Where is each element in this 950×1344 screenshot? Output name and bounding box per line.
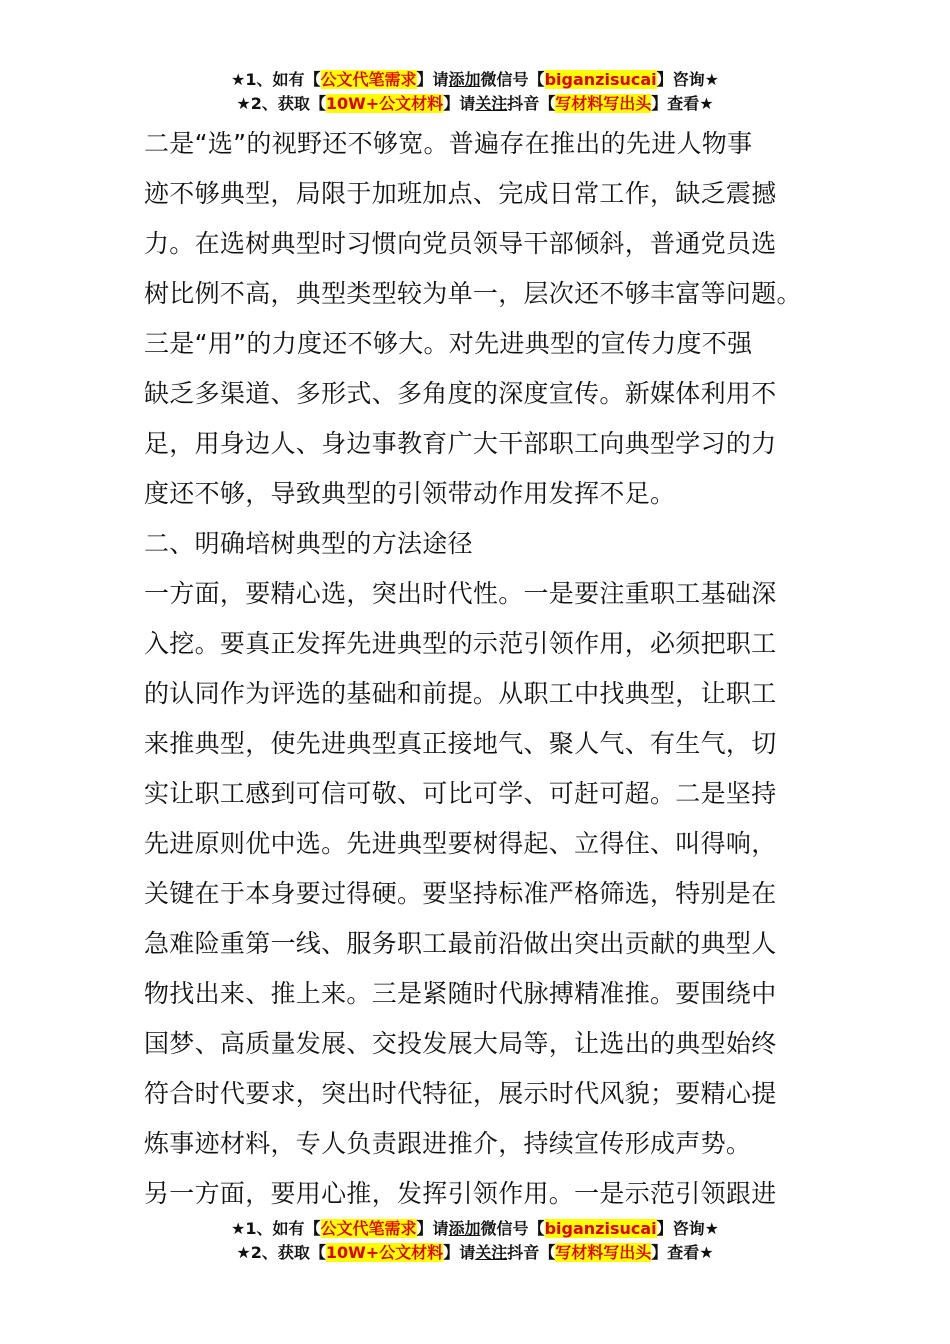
body-line: 入挖。要真正发挥先进典型的示范引领作用，必须把职工 bbox=[144, 629, 777, 658]
banner-text: ★2、获取【 bbox=[236, 1243, 326, 1262]
banner-text: 】请 bbox=[443, 1243, 476, 1262]
body-line: 一方面，要精心选，突出时代性。一是要注重职工基础深 bbox=[144, 579, 777, 608]
section-heading: 二、明确培树典型的方法途径 bbox=[144, 529, 473, 558]
banner-text: 】查看★ bbox=[651, 1243, 714, 1262]
banner-text: 】请 bbox=[416, 70, 449, 89]
body-line: 二是“选”的视野还不够宽。普遍存在推出的先进人物事 bbox=[144, 129, 753, 158]
banner-text: 抖音【 bbox=[507, 1243, 556, 1262]
banner-underline: 关注 bbox=[475, 1243, 508, 1262]
body-line: 来推典型，使先进典型真正接地气、聚人气、有生气，切 bbox=[144, 729, 777, 758]
body-line: 度还不够，导致典型的引领带动作用发挥不足。 bbox=[144, 479, 676, 508]
banner-underline: 关注 bbox=[475, 94, 508, 113]
banner-underline: 添加 bbox=[448, 70, 481, 89]
body-line: 国梦、高质量发展、交投发展大局等，让选出的典型始终 bbox=[144, 1029, 777, 1058]
banner-text: 】请 bbox=[416, 1219, 449, 1238]
banner-highlight: 公文代笔需求 bbox=[320, 1219, 417, 1238]
body-line: 三是“用”的力度还不够大。对先进典型的宣传力度不强 bbox=[144, 329, 753, 358]
banner-highlight: biganzisucai bbox=[544, 70, 657, 89]
banner-text: 微信号【 bbox=[480, 1219, 545, 1238]
body-line: 另一方面，要用心推，发挥引领作用。一是示范引领跟进 bbox=[144, 1179, 777, 1208]
banner-highlight: 10W+公文材料 bbox=[325, 94, 444, 113]
banner-text: ★1、如有【 bbox=[231, 70, 321, 89]
banner-line-2 bbox=[0, 1241, 950, 1265]
body-line: 实让职工感到可信可敬、可比可学、可赶可超。二是坚持 bbox=[144, 779, 777, 808]
banner-highlight: biganzisucai bbox=[544, 1219, 657, 1238]
body-line: 物找出来、推上来。三是紧随时代脉搏精准推。要围绕中 bbox=[144, 979, 777, 1008]
body-line: 力。在选树典型时习惯向党员领导干部倾斜，普通党员选 bbox=[144, 229, 777, 258]
banner-highlight: 10W+公文材料 bbox=[325, 1243, 444, 1262]
banner-text: 微信号【 bbox=[480, 70, 545, 89]
body-line: 关键在于本身要过得硬。要坚持标准严格筛选，特别是在 bbox=[144, 879, 777, 908]
banner-text: 】咨询★ bbox=[656, 1219, 719, 1238]
banner-text: 】查看★ bbox=[651, 94, 714, 113]
body-line: 树比例不高，典型类型较为单一，层次还不够丰富等问题。 bbox=[144, 279, 802, 308]
body-line: 急难险重第一线、服务职工最前沿做出突出贡献的典型人 bbox=[144, 929, 777, 958]
body-line: 符合时代要求，突出时代特征，展示时代风貌；要精心提 bbox=[144, 1079, 777, 1108]
banner-text: 抖音【 bbox=[507, 94, 556, 113]
header-banner bbox=[0, 68, 950, 116]
banner-underline: 添加 bbox=[448, 1219, 481, 1238]
footer-banner bbox=[0, 1217, 950, 1265]
body-line: 足，用身边人、身边事教育广大干部职工向典型学习的力 bbox=[144, 429, 777, 458]
body-line: 的认同作为评选的基础和前提。从职工中找典型，让职工 bbox=[144, 679, 777, 708]
banner-highlight: 写材料写出头 bbox=[555, 94, 652, 113]
banner-highlight: 写材料写出头 bbox=[555, 1243, 652, 1262]
banner-line-1 bbox=[0, 1217, 950, 1241]
document-body bbox=[144, 119, 810, 1219]
banner-text: ★2、获取【 bbox=[236, 94, 326, 113]
banner-line-2 bbox=[0, 92, 950, 116]
banner-text: 】请 bbox=[443, 94, 476, 113]
body-line: 缺乏多渠道、多形式、多角度的深度宣传。新媒体利用不 bbox=[144, 379, 777, 408]
body-line: 先进原则优中选。先进典型要树得起、立得住、叫得响， bbox=[144, 829, 777, 858]
banner-text: ★1、如有【 bbox=[231, 1219, 321, 1238]
body-line: 迹不够典型，局限于加班加点、完成日常工作，缺乏震撼 bbox=[144, 179, 777, 208]
banner-text: 】咨询★ bbox=[656, 70, 719, 89]
banner-highlight: 公文代笔需求 bbox=[320, 70, 417, 89]
banner-line-1 bbox=[0, 68, 950, 92]
body-line: 炼事迹材料，专人负责跟进推介，持续宣传形成声势。 bbox=[144, 1129, 752, 1158]
